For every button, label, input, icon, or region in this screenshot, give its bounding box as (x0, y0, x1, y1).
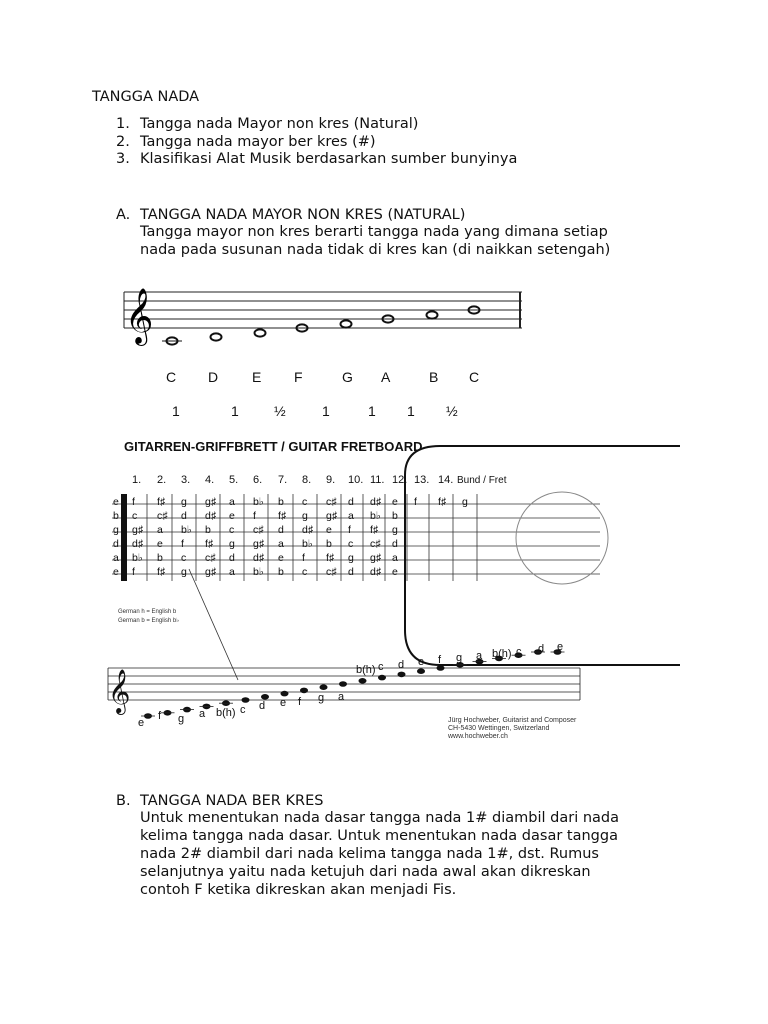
staff-note (378, 675, 386, 681)
fret-note: d♯ (132, 538, 144, 550)
fret-note: d♯ (370, 566, 382, 578)
note-name: E (252, 369, 262, 385)
staff-note (437, 665, 445, 671)
fret-note: g (181, 496, 187, 508)
staff-note (281, 691, 289, 697)
note-name: D (208, 369, 219, 385)
section-letter: B. (116, 793, 131, 809)
fret-note: c (348, 538, 354, 550)
fret-note: e (229, 510, 235, 522)
toc-item: Tangga nada mayor ber kres (#) (140, 134, 376, 150)
fret-number: 11. (370, 474, 385, 486)
fret-number: 1. (132, 474, 142, 486)
treble-clef-icon: 𝄞 (108, 671, 131, 713)
fret-note: e (326, 524, 332, 536)
interval-value: 1 (368, 403, 376, 419)
fret-note: e (157, 538, 163, 550)
interval-value: 1 (407, 403, 415, 419)
staff-label: b(h) (216, 707, 236, 719)
note-name: F (294, 369, 303, 385)
fret-note: b♭ (302, 538, 313, 550)
staff-label: e (418, 656, 425, 668)
paragraph-line: Untuk menentukan nada dasar tangga nada 1# diambil dari nada (140, 810, 619, 826)
staff-label: d (538, 643, 545, 655)
fret-note: c (302, 496, 308, 508)
paragraph-line: nada 2# diambil dari nada kelima tangga nada 1#, dst. Rumus (140, 846, 599, 862)
fret-note: f♯ (157, 566, 166, 578)
fret-note: a (392, 552, 398, 564)
fret-number: 4. (205, 474, 215, 486)
treble-clef-icon: 𝄞 (125, 290, 154, 343)
fret-note: g♯ (205, 496, 217, 508)
toc-number: 1. (116, 116, 130, 132)
staff-label: d (259, 700, 266, 712)
fret-note: e (392, 496, 398, 508)
open-string-label: a (113, 552, 119, 564)
fret-note: f (253, 510, 256, 522)
toc-item: Tangga nada Mayor non kres (Natural) (140, 116, 419, 132)
fret-note: c♯ (157, 510, 168, 522)
fret-note: b♭ (370, 510, 381, 522)
fret-note: b (278, 496, 284, 508)
note-name: B (429, 369, 439, 385)
legend-line: German h = English b (118, 609, 177, 615)
staff-label: c (516, 646, 522, 658)
fret-note: c (132, 510, 138, 522)
open-string-label: b (113, 510, 119, 522)
note-name: C (166, 369, 177, 385)
fret-note: e (278, 552, 284, 564)
credit-line: CH-5430 Wettingen, Switzerland (448, 725, 550, 732)
staff-label: c (378, 661, 384, 673)
fret-note: f (132, 566, 135, 578)
page-heading: TANGGA NADA (92, 89, 200, 105)
note-names (166, 369, 479, 385)
interval-value: ½ (274, 403, 286, 419)
paragraph-line: selanjutnya yaitu nada ketujuh dari nada awal akan dikreskan (140, 864, 591, 880)
paragraph-line: nada pada susunan nada tidak di kres kan (di naikkan setengah) (140, 242, 611, 258)
open-string-labels (113, 496, 119, 578)
staff-label: a (338, 691, 345, 703)
paragraph-line: Tangga mayor non kres berarti tangga nada yang dimana setiap (140, 224, 608, 240)
fret-note: b (157, 552, 163, 564)
fret-note: e (392, 566, 398, 578)
fret-note: b (392, 510, 398, 522)
section-title: TANGGA NADA BER KRES (140, 793, 324, 809)
staff-note (339, 681, 347, 687)
paragraph-line: contoh F ketika dikreskan akan menjadi Fis. (140, 882, 457, 898)
interval-value: 1 (172, 403, 180, 419)
fret-note: b♭ (181, 524, 192, 536)
fret-note: c♯ (205, 552, 216, 564)
staff-label: b(h) (492, 648, 512, 660)
staff-label: f (438, 654, 442, 666)
fret-note: a (278, 538, 284, 550)
fret-note: f♯ (157, 496, 166, 508)
fret-note: b (205, 524, 211, 536)
fret-note: f♯ (370, 524, 379, 536)
section-letter: A. (116, 207, 131, 223)
fret-note: d (278, 524, 284, 536)
guitar-fretboard-figure (0, 430, 768, 750)
fret-note: c♯ (370, 538, 381, 550)
fret-note: c (181, 552, 187, 564)
fret-note: d♯ (370, 496, 382, 508)
staff-label: a (476, 650, 483, 662)
legend-line: German b = English b♭ (118, 618, 180, 624)
fret-note: c (302, 566, 308, 578)
staff-label: g (178, 713, 185, 725)
fret-note: b♭ (253, 566, 264, 578)
staff-labels-below (138, 691, 345, 729)
fret-note: b♭ (132, 552, 143, 564)
credit-line: Jürg Hochweber, Guitarist and Composer (448, 717, 577, 724)
interval-value: 1 (231, 403, 239, 419)
staff-label: e (138, 717, 145, 729)
interval-values (172, 403, 458, 419)
fret-note: g♯ (253, 538, 265, 550)
staff-note (261, 694, 269, 700)
staff-label: f (158, 710, 162, 722)
staff-label: e (280, 697, 287, 709)
fret-label: Bund / Fret (457, 475, 507, 486)
section-title: TANGGA NADA MAYOR NON KRES (NATURAL) (140, 207, 466, 223)
fretboard-title: GITARREN-GRIFFBRETT / GUITAR FRETBOARD (124, 439, 423, 454)
staff-label: b(h) (356, 664, 376, 676)
staff-lines (124, 292, 522, 328)
fret-number: 13. (414, 474, 430, 486)
staff-label: g (318, 692, 325, 704)
fret-note: d (348, 496, 354, 508)
fret-note: f (348, 524, 351, 536)
fret-note: f (132, 496, 135, 508)
staff-label: f (298, 696, 302, 708)
toc-number: 2. (116, 134, 130, 150)
staff-note (242, 697, 250, 703)
nut (121, 494, 127, 581)
sound-hole (516, 492, 608, 584)
fret-note: d♯ (302, 524, 314, 536)
fret-note: f♯ (438, 496, 447, 508)
fret-note: d♯ (253, 552, 265, 564)
open-string-label: g (113, 524, 119, 536)
fret-note: c♯ (253, 524, 264, 536)
note-e (255, 329, 266, 336)
fret-note: f (181, 538, 184, 550)
scale-notes (162, 306, 480, 344)
staff-note (417, 668, 425, 674)
fret-number: 2. (157, 474, 167, 486)
staff-label: c (240, 704, 246, 716)
fret-note: d (229, 552, 235, 564)
fret-note: c♯ (326, 496, 337, 508)
fret-note: g♯ (370, 552, 382, 564)
fret-number: 6. (253, 474, 263, 486)
fret-note: d (348, 566, 354, 578)
open-string-label: e (113, 496, 119, 508)
fret-note: g♯ (205, 566, 217, 578)
german-note-legend (118, 609, 179, 624)
interval-value: ½ (446, 403, 458, 419)
paragraph-line: kelima tangga nada dasar. Untuk menentukan nada dasar tangga (140, 828, 618, 844)
fret-note: c♯ (326, 566, 337, 578)
fret-note: a (348, 510, 354, 522)
note-b (427, 311, 438, 318)
fret-note: g (348, 552, 354, 564)
note-name: G (342, 369, 353, 385)
fret-number: 12. (392, 474, 408, 486)
fret-number: 3. (181, 474, 191, 486)
note-g (341, 320, 352, 327)
fret-note: d (181, 510, 187, 522)
fret-note: b♭ (253, 496, 264, 508)
fret-note: g (181, 566, 187, 578)
scale-staff-figure (110, 280, 540, 430)
fret-note: g♯ (326, 510, 338, 522)
staff-note (300, 688, 308, 694)
fret-note: a (229, 566, 235, 578)
fret-note: f♯ (278, 510, 287, 522)
credit (447, 717, 577, 740)
fret-note: g♯ (132, 524, 144, 536)
fret-number: 7. (278, 474, 288, 486)
staff-note (359, 678, 367, 684)
note-name: C (469, 369, 480, 385)
fret-number: 8. (302, 474, 312, 486)
fret-note: b (278, 566, 284, 578)
fret-note: d (392, 538, 398, 550)
fret-note: g (392, 524, 398, 536)
fret-note: g (229, 538, 235, 550)
fret-number: 5. (229, 474, 239, 486)
note-d (211, 333, 222, 340)
toc-number: 3. (116, 151, 130, 167)
open-string-label: d (113, 538, 119, 550)
note-name: A (381, 369, 391, 385)
staff-label: a (199, 708, 206, 720)
fret-number: 9. (326, 474, 336, 486)
fret-note: f (302, 552, 305, 564)
open-string-label: e (113, 566, 119, 578)
fret-note: a (157, 524, 163, 536)
fret-note: f♯ (326, 552, 335, 564)
fret-note: g (462, 496, 468, 508)
fret-note: a (229, 496, 235, 508)
fret-number: 10. (348, 474, 364, 486)
fret-note: b (326, 538, 332, 550)
staff-labels-above (356, 641, 563, 676)
staff-label: e (557, 641, 564, 653)
interval-value: 1 (322, 403, 330, 419)
fret-note: f♯ (205, 538, 214, 550)
staff-note (320, 684, 328, 690)
credit-line: www.hochweber.ch (448, 733, 508, 740)
staff-label: d (398, 659, 405, 671)
fret-note: c (229, 524, 235, 536)
fret-note-grid (132, 496, 468, 578)
toc-item: Klasifikasi Alat Musik berdasarkan sumber bunyinya (140, 151, 518, 167)
staff-note (398, 672, 406, 678)
fret-note: g (302, 510, 308, 522)
fret-note: d♯ (205, 510, 217, 522)
pointer-line (189, 569, 238, 680)
fret-number: 14. (438, 474, 454, 486)
fret-note: f (414, 496, 417, 508)
staff-label: g (456, 652, 463, 664)
